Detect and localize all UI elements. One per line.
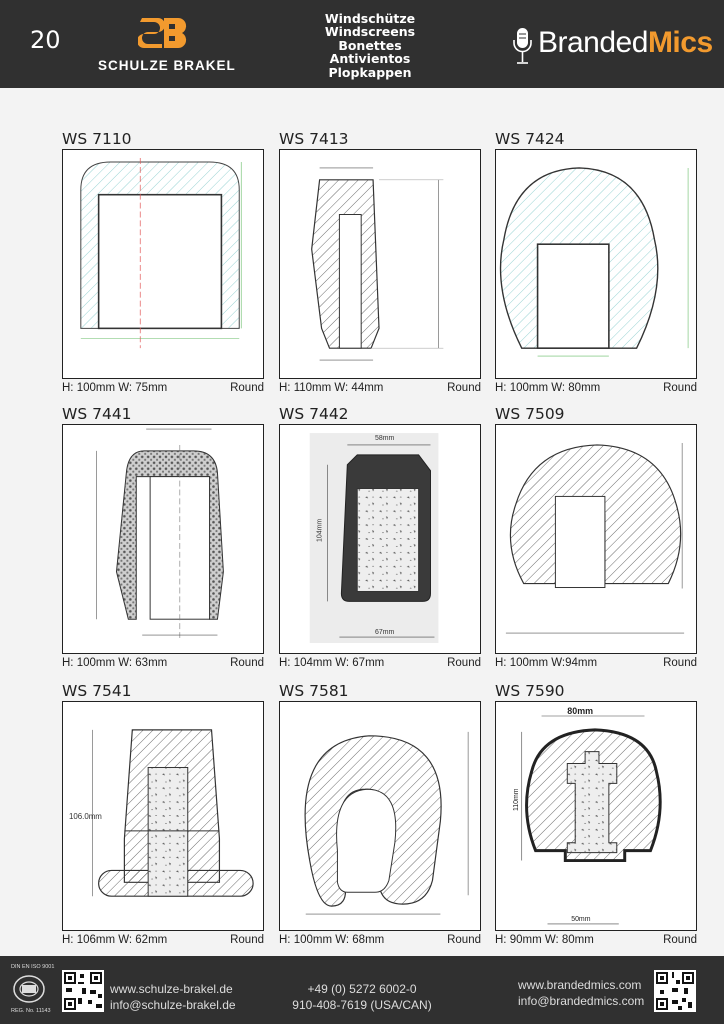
dimension-label: 104mm [316, 518, 324, 542]
product-model: WS 7442 [279, 405, 349, 423]
product-shape: Round [230, 382, 264, 394]
logo-text-branded: Branded [538, 26, 648, 59]
brand-name: SCHULZE BRAKEL [98, 58, 236, 73]
product-shape: Round [663, 657, 697, 669]
product-dimensions: H: 104mm W: 67mm [279, 657, 385, 669]
qr-code-icon[interactable] [654, 970, 696, 1012]
dimension-label: 67mm [375, 629, 395, 637]
brandedmics-logo [512, 26, 713, 72]
phone-us[interactable]: 910-408-7619 (USA/CAN) [292, 998, 432, 1012]
product-model: WS 7581 [279, 682, 349, 700]
product-shape: Round [230, 934, 264, 946]
page-header [0, 0, 724, 88]
drawing-ws7110 [63, 150, 263, 378]
dimension-label: 50mm [571, 915, 591, 923]
product-model: WS 7413 [279, 130, 349, 148]
technical-drawing [279, 149, 481, 379]
microphone-icon [512, 26, 534, 70]
drawing-ws7413 [280, 150, 480, 378]
product-model: WS 7441 [62, 405, 132, 423]
drawing-ws7590 [496, 702, 696, 930]
sb-logo-icon [138, 14, 188, 52]
product-model: WS 7590 [495, 682, 565, 700]
email-link-schulze[interactable]: info@schulze-brakel.de [110, 998, 236, 1012]
iso-certification-icon [12, 974, 46, 1004]
iso-label: DIN EN ISO 9001 [11, 964, 55, 970]
email-link-brandedmics[interactable]: info@brandedmics.com [518, 994, 645, 1008]
website-link-brandedmics[interactable]: www.brandedmics.com [518, 978, 642, 992]
phone-de[interactable]: +49 (0) 5272 6002-0 [307, 982, 417, 996]
product-model: WS 7424 [495, 130, 565, 148]
product-shape: Round [447, 382, 481, 394]
technical-drawing [279, 424, 481, 654]
technical-drawing [495, 701, 697, 931]
qr-code-icon[interactable] [62, 970, 104, 1012]
page-footer [0, 956, 724, 1024]
product-model: WS 7541 [62, 682, 132, 700]
dimension-label: 106.0mm [68, 811, 102, 821]
drawing-ws7541 [63, 702, 263, 930]
product-dimensions: H: 90mm W: 80mm [495, 934, 594, 946]
website-link-schulze[interactable]: www.schulze-brakel.de [110, 982, 233, 996]
language-item: Bonettes [338, 37, 402, 53]
technical-drawing [495, 149, 697, 379]
technical-drawing [495, 424, 697, 654]
language-item: Antivientos [329, 51, 411, 67]
dimension-label: 80mm [567, 706, 594, 717]
drawing-ws7441 [63, 425, 263, 653]
logo-text-mics: Mics [647, 26, 713, 59]
technical-drawing [279, 701, 481, 931]
product-shape: Round [230, 657, 264, 669]
drawing-ws7424 [496, 150, 696, 378]
technical-drawing [62, 149, 264, 379]
product-shape: Round [663, 934, 697, 946]
dimension-label: 110mm [512, 788, 520, 812]
page-number: 20 [30, 26, 61, 54]
product-model: WS 7509 [495, 405, 565, 423]
language-list [300, 12, 440, 79]
product-shape: Round [447, 657, 481, 669]
product-dimensions: H: 100mm W: 63mm [62, 657, 168, 669]
language-item: Plopkappen [328, 64, 412, 80]
drawing-ws7581 [280, 702, 480, 930]
product-shape: Round [447, 934, 481, 946]
product-dimensions: H: 100mm W:94mm [495, 657, 598, 669]
product-dimensions: H: 100mm W: 75mm [62, 382, 168, 394]
technical-drawing [62, 424, 264, 654]
drawing-ws7509 [496, 425, 696, 653]
product-dimensions: H: 100mm W: 68mm [279, 934, 385, 946]
product-dimensions: H: 100mm W: 80mm [495, 382, 601, 394]
product-model: WS 7110 [62, 130, 132, 148]
product-dimensions: H: 106mm W: 62mm [62, 934, 168, 946]
technical-drawing [62, 701, 264, 931]
product-shape: Round [663, 382, 697, 394]
product-dimensions: H: 110mm W: 44mm [279, 382, 384, 394]
language-item: Windscreens [324, 24, 416, 40]
drawing-ws7442 [280, 425, 480, 653]
reg-label: REG. No. 11143 [11, 1008, 51, 1014]
language-item: Windschütze [324, 11, 416, 26]
dimension-label: 58mm [375, 434, 395, 442]
